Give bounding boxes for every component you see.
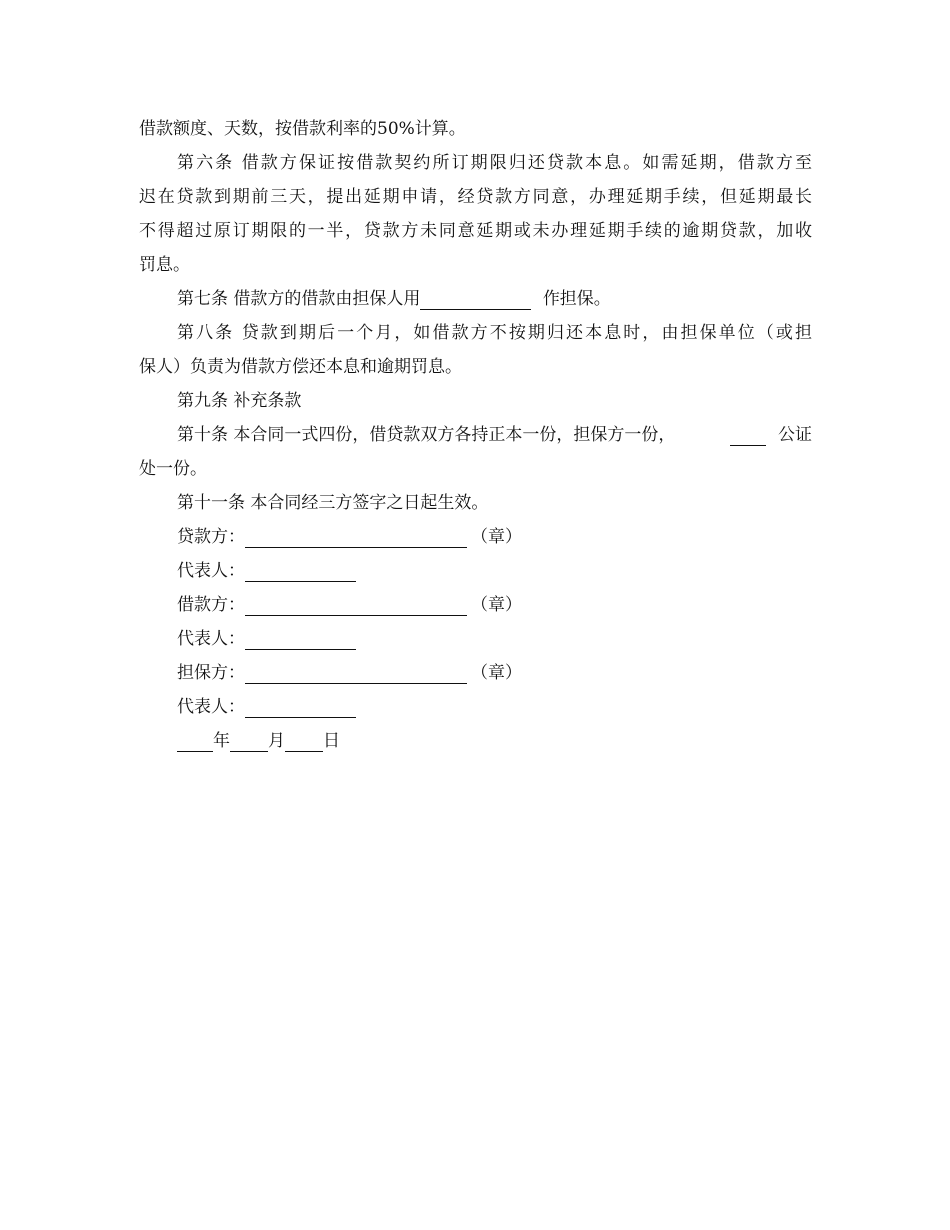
article-9-text: 第九条 补充条款: [177, 391, 302, 411]
borrower-representative-field[interactable]: [245, 627, 356, 650]
article-6-text-2: 迟在贷款到期前三天，提出延期申请，经贷款方同意，办理延期手续，但延期最长: [139, 187, 812, 207]
borrower-label: 借款方：: [177, 595, 245, 615]
contract-text: [139, 112, 812, 758]
article-8-line-2: [139, 350, 812, 384]
article-6-line-1: [139, 146, 812, 180]
year-field[interactable]: [177, 729, 213, 752]
article-10-line-2: [139, 452, 812, 486]
article-10-tail: [730, 418, 812, 452]
article-8-text-2: 保人）负责为借款方偿还本息和逾期罚息。: [139, 357, 462, 377]
guarantor-signature-row: [139, 656, 812, 690]
article-10-text-after: 公证: [778, 425, 812, 445]
guarantor-representative-row: [139, 690, 812, 724]
lender-representative-field[interactable]: [245, 559, 356, 582]
guarantee-collateral-blank[interactable]: [420, 287, 531, 310]
date-row: [139, 724, 812, 758]
article-10-text-2: 处一份。: [139, 459, 207, 479]
article-6-line-3: [139, 214, 812, 248]
guarantor-representative-field[interactable]: [245, 695, 356, 718]
lender-representative-label: 代表人：: [177, 561, 245, 581]
borrower-seal-label: （章）: [471, 595, 522, 615]
lender-signature-row: [139, 520, 812, 554]
borrower-signature-row: [139, 588, 812, 622]
month-field[interactable]: [230, 729, 268, 752]
notary-office-blank[interactable]: [730, 423, 766, 446]
article-11-text: 第十一条 本合同经三方签字之日起生效。: [177, 493, 489, 513]
article-6-text-4: 罚息。: [139, 255, 190, 275]
article-9: [139, 384, 812, 418]
guarantor-seal-label: （章）: [471, 663, 522, 683]
borrower-representative-label: 代表人：: [177, 629, 245, 649]
month-label: 月: [268, 731, 285, 751]
borrower-signature-field[interactable]: [245, 593, 467, 616]
borrower-representative-row: [139, 622, 812, 656]
day-label: 日: [323, 731, 340, 751]
guarantor-label: 担保方：: [177, 663, 245, 683]
article-7-text-before: 第七条 借款方的借款由担保人用: [177, 289, 421, 309]
article-5-tail: [139, 112, 812, 146]
article-5-tail-text: 借款额度、天数，按借款利率的50%计算。: [139, 119, 466, 139]
article-6-text-3: 不得超过原订期限的一半，贷款方未同意延期或未办理延期手续的逾期贷款，加收: [139, 221, 812, 241]
article-6-line-4: [139, 248, 812, 282]
article-8-line-1: [139, 316, 812, 350]
article-7: [139, 282, 812, 316]
article-10-line-1: [139, 418, 812, 452]
article-6-text-1: 第六条 借款方保证按借款契约所订期限归还贷款本息。如需延期，借款方至: [177, 153, 812, 173]
lender-seal-label: （章）: [471, 527, 522, 547]
lender-label: 贷款方：: [177, 527, 245, 547]
year-label: 年: [213, 731, 230, 751]
lender-representative-row: [139, 554, 812, 588]
article-8-text-1: 第八条 贷款到期后一个月，如借款方不按期归还本息时，由担保单位（或担: [177, 323, 812, 343]
article-6-line-2: [139, 180, 812, 214]
day-field[interactable]: [285, 729, 323, 752]
article-10-text-before: 第十条 本合同一式四份，借贷款双方各持正本一份，担保方一份，: [177, 425, 676, 445]
article-11: [139, 486, 812, 520]
guarantor-signature-field[interactable]: [245, 661, 467, 684]
guarantor-representative-label: 代表人：: [177, 697, 245, 717]
article-7-text-after: 作担保。: [542, 289, 611, 309]
lender-signature-field[interactable]: [245, 525, 467, 548]
